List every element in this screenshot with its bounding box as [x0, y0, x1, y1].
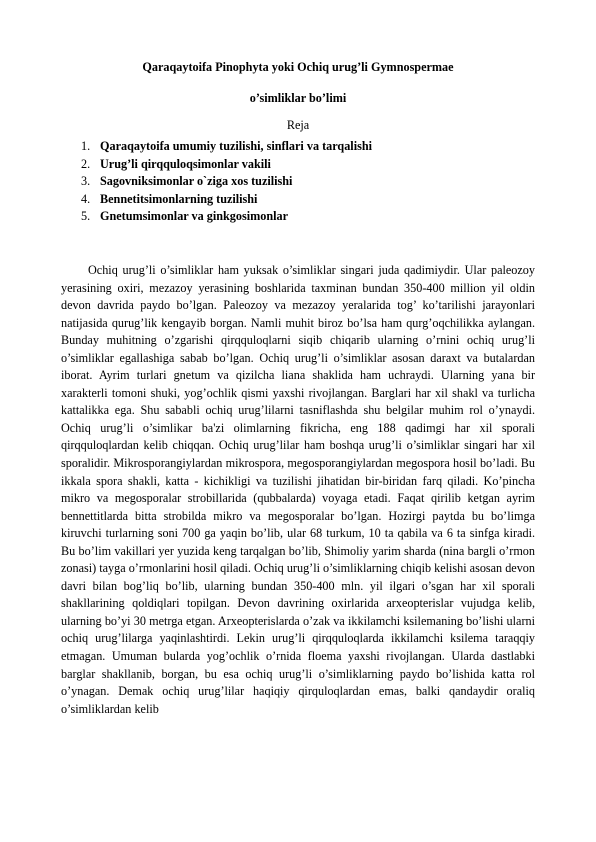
plan-item	[81, 138, 372, 156]
plan-heading: Reja	[286, 118, 310, 132]
plan-item-text: Bennetitsimonlarning tuzilishi	[100, 191, 258, 206]
document-title: Qaraqaytoifa Pinophyta yoki Ochiq urug’li Gymnospermae	[142, 60, 454, 74]
plan-item-text: Gnetumsimonlar va ginkgosimonlar	[100, 209, 289, 224]
plan-item	[81, 156, 372, 174]
plan-item-text: Qaraqaytoifa umumiy tuzilishi, sinflari va tarqalishi	[100, 139, 372, 153]
plan-list	[81, 138, 372, 226]
plan-item	[81, 173, 372, 191]
plan-item-number: 3.	[81, 174, 91, 189]
plan-item-number: 5.	[81, 209, 91, 224]
plan-item	[81, 208, 372, 226]
plan-item	[81, 191, 372, 209]
plan-item-number: 1.	[81, 139, 91, 153]
plan-item-text: Sagovniksimonlar o`ziga xos tuzilishi	[100, 174, 293, 189]
plan-item-number: 2.	[81, 156, 91, 171]
plan-item-text: Urug’li qirqquloqsimonlar vakili	[100, 156, 271, 171]
body-paragraph: Ochiq urug’li o’simliklar ham yuksak o’simliklar singari juda qadimiydir. Ular paleozoy yerasining oxiri, mezazoy yerasining boshlarida taxminan bundan 350-400 million yil oldin devon davrida paydo bo’lgan. Paleozoy va mezazoy yeralarida tog’ ko’tarilishi jarayonlari natijasida qurug’lik kengayib borgan. Namli muhit biroz bo’lsa ham qurg’oqchilikka aylangan. Bunday muhitning o’zgarishi qirqquloqlarni siqib chiqarib ularning o’rnini ochiq urug’li o’simliklar egallashiga sabab bo’lgan. Ochiq urug’li o’simliklar asosan daraxt va butalardan iborat. Ayrim turlari gnetum va qizilcha liana shaklida ham uchraydi. Ularning yana bir xarakterli tomoni shuki, yog’ochlik qismi yaxshi rivojlangan. Barglari har xil shakl va turlicha kattalikka ega. Shu sababli ochiq urug’lilarni tasniflashda shu belgilar muhim rol o’ynaydi. Ochiq urug’li o’simlikar ba'zi olimlarning fikricha, eng 188 qadimgi har xil sporali qirqquloqlardan kelib chiqqan. Ochiq urug’lilar ham boshqa urug’li o’simliklar singari har xil sporalidir. Mikrosporangiylardan mikrospora, megosporangiylardan megospora hosil bo’ladi. Bu ikkala spora shakli, katta - kichikligi va tuzilishi jihatidan bir-biridan farq qiladi. Ko’pincha mikro va megosporalar strobillarida (qubbalarda) voyaga etadi. Faqat qirilib ketgan ayrim bennettitlarda bitta strobilda mikro va megosporalar bo’lgan. Hozirgi paytda bu bo’limga kiruvchi turlarning soni 700 ga yaqin bo’lib, ular 68 turkum, 10 ta qabila va 6 ta sinfga kiradi. Bu bo’lim vakillari yer yuzida keng tarqalgan bo’lib, Shimoliy yarim sharda (nina bargli o’rmon zonasi) tayga o’rmonlarini hosil qiladi. Ochiq urug’li o’simliklarning chiqib kelishi asosan devon davri bilan bog’liq bo’lib, ularning bundan 350-400 mln. yil ilgari o’sgan har xil sporali shakllarining qoldiqlari topilgan. Devon davrining oxirlarida arxeopterislar vujudga kelib, ularning bo’yi 30 metrga etgan. Arxeopterislarda o’zak va ikkilamchi ksilemaning bo’lishi ularni ochiq urug’lilarga yaqinlashtirdi. Lekin urug’li qirqquloqlarda ikkilamchi ksilema taraqqiy etmagan. Umuman bularda yog’ochlik o’rnida floema yaxshi rivojlangan. Ularda dastlabki barglar shakllanib, borgan, bu esa ochiq urug’li o’simliklarning paydo bo’lishida katta rol o’ynagan. Demak ochiq urug’lilar haqiqiy qirquloqlardan emas, balki qandaydir oraliq o’simliklardan kelib	[61, 263, 535, 716]
plan-item-number: 4.	[81, 191, 91, 206]
document-subtitle: o’simliklar bo’limi	[249, 91, 347, 105]
